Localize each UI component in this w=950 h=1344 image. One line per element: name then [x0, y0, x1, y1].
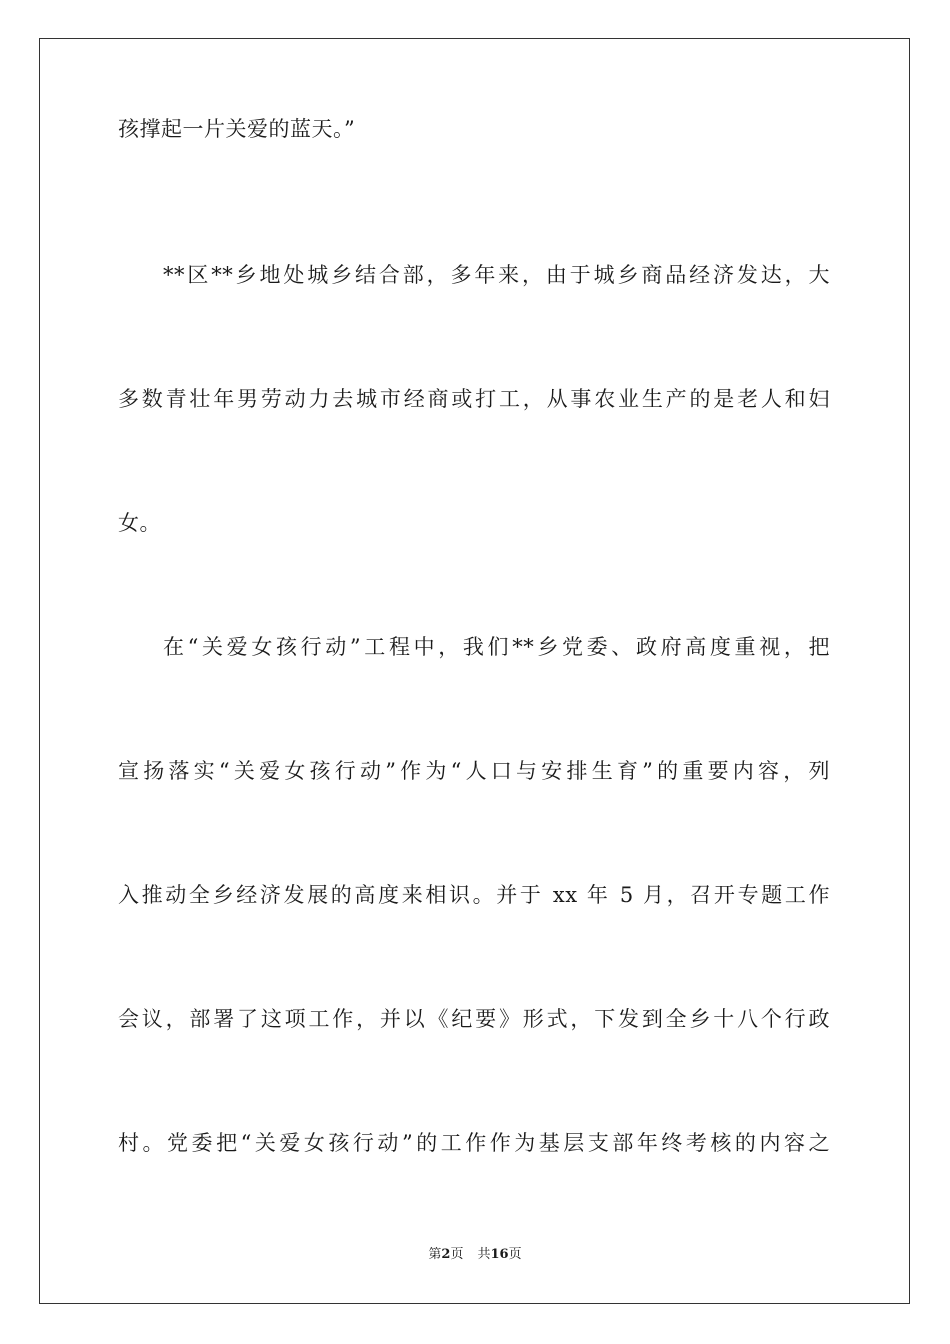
body-text-line: 女。 [118, 511, 161, 535]
page-suffix: 页 [450, 1247, 464, 1262]
total-prefix: 共 [477, 1247, 491, 1262]
page-prefix: 第 [428, 1247, 442, 1262]
body-text-line: 孩撑起一片关爱的蓝天。” [118, 117, 356, 141]
body-text-line: 多数青壮年男劳动力去城市经商或打工，从事农业生产的是老人和妇 [118, 387, 830, 411]
body-text-line: 在“关爱女孩行动”工程中，我们**乡党委、政府高度重视，把 [163, 635, 830, 659]
page-number: 2 [441, 1247, 451, 1262]
total-pages: 16 [490, 1247, 509, 1262]
body-text-line: 入推动全乡经济发展的高度来相识。并于 xx 年 5 月，召开专题工作 [118, 883, 830, 907]
page-border [39, 38, 910, 1304]
body-text-line: 会议，部署了这项工作，并以《纪要》形式，下发到全乡十八个行政 [118, 1007, 830, 1031]
body-text-line: 村。党委把“关爱女孩行动”的工作作为基层支部年终考核的内容之 [118, 1131, 830, 1155]
total-suffix: 页 [508, 1247, 522, 1262]
page-footer [0, 1246, 950, 1264]
body-text-line: 宣扬落实“关爱女孩行动”作为“人口与安排生育”的重要内容，列 [118, 759, 830, 783]
body-text-line: **区**乡地处城乡结合部，多年来，由于城乡商品经济发达，大 [163, 263, 830, 287]
